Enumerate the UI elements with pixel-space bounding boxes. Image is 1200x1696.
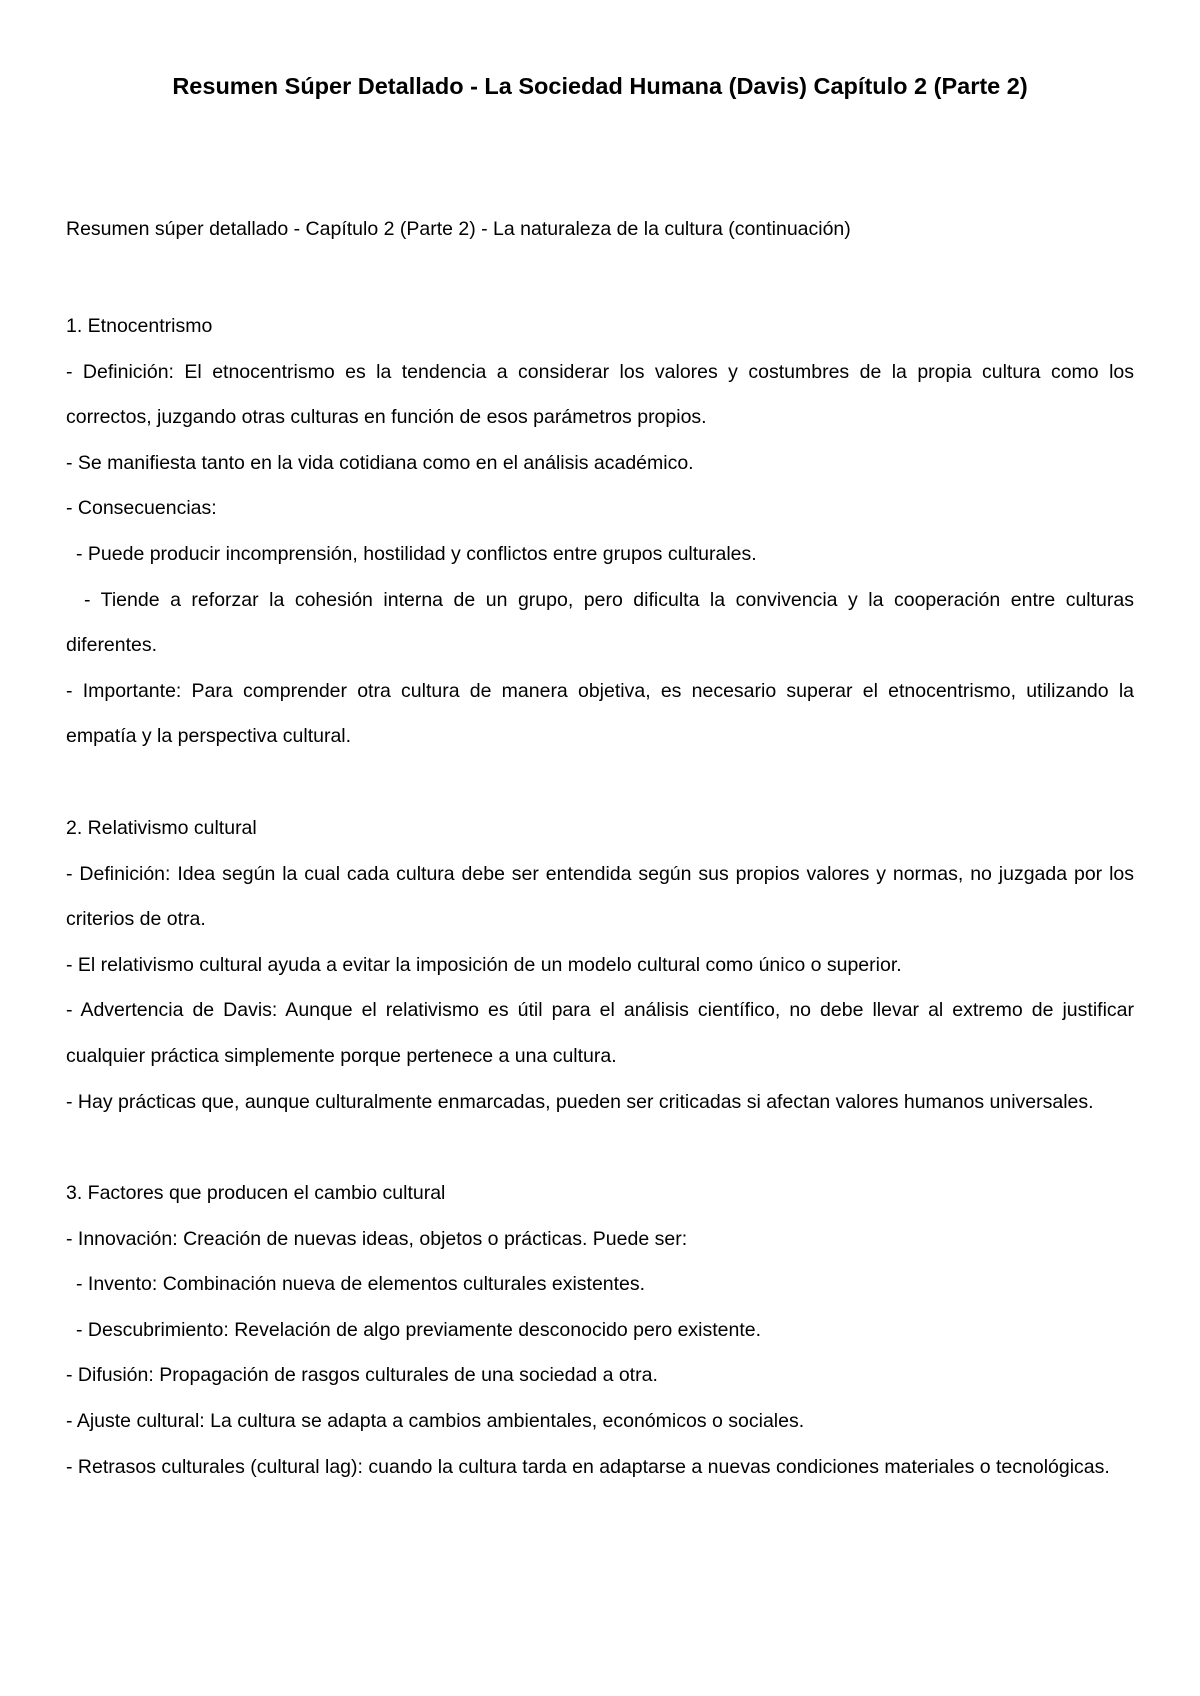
section-cambio-cultural [66, 1171, 1134, 1490]
bullet-item: - Se manifiesta tanto en la vida cotidiana como en el análisis académico. [66, 451, 694, 474]
document-subtitle: Resumen súper detallado - Capítulo 2 (Parte 2) - La naturaleza de la cultura (continuación) [66, 218, 851, 240]
sub-bullet-item: - Puede producir incomprensión, hostilidad y conflictos entre grupos culturales. [76, 542, 757, 565]
bullet-item: - El relativismo cultural ayuda a evitar la imposición de un modelo cultural como único o superior. [66, 953, 902, 976]
bullet-item: - Importante: Para comprender otra cultura de manera objetiva, es necesario superar el etnocentrismo, utilizando la empatía y la perspectiva cultural. [66, 679, 1134, 748]
sub-bullet-item: - Descubrimiento: Revelación de algo previamente desconocido pero existente. [76, 1318, 762, 1341]
section-heading: 2. Relativismo cultural [66, 816, 257, 839]
bullet-item: - Difusión: Propagación de rasgos culturales de una sociedad a otra. [66, 1364, 658, 1387]
bullet-item: - Innovación: Creación de nuevas ideas, objetos o prácticas. Puede ser: [66, 1227, 688, 1250]
bullet-item: - Retrasos culturales (cultural lag): cuando la cultura tarda en adaptarse a nuevas condiciones materiales o tecnológicas. [66, 1455, 1110, 1478]
bullet-item: - Ajuste cultural: La cultura se adapta a cambios ambientales, económicos o sociales. [66, 1410, 805, 1433]
sub-bullet-item: - Invento: Combinación nueva de elementos culturales existentes. [76, 1273, 646, 1296]
document-title: Resumen Súper Detallado - La Sociedad Humana (Davis) Capítulo 2 (Parte 2) [172, 73, 1028, 99]
bullet-item: - Advertencia de Davis: Aunque el relativismo es útil para el análisis científico, no debe llevar al extremo de justificar cualquier práctica simplemente porque pertenece a una cultura. [66, 999, 1134, 1067]
section-heading: 3. Factores que producen el cambio cultural [66, 1182, 446, 1205]
sub-bullet-item: - Tiende a reforzar la cohesión interna de un grupo, pero dificulta la convivencia y la cooperación entre culturas diferentes. [66, 588, 1134, 657]
section-heading: 1. Etnocentrismo [66, 315, 213, 337]
section-etnocentrismo [66, 304, 1134, 760]
bullet-item: - Definición: El etnocentrismo es la tendencia a considerar los valores y costumbres de la propia cultura como los correctos, juzgando otras culturas en función de esos parámetros propios. [66, 360, 1134, 429]
bullet-item: - Definición: Idea según la cual cada cultura debe ser entendida según sus propios valores y normas, no juzgada por los criterios de otra. [66, 862, 1134, 931]
bullet-item: - Hay prácticas que, aunque culturalmente enmarcadas, pueden ser criticadas si afectan valores humanos universales. [66, 1090, 1094, 1113]
bullet-item: - Consecuencias: [66, 497, 217, 520]
sections [66, 304, 1134, 1490]
section-relativismo-cultural [66, 806, 1134, 1125]
